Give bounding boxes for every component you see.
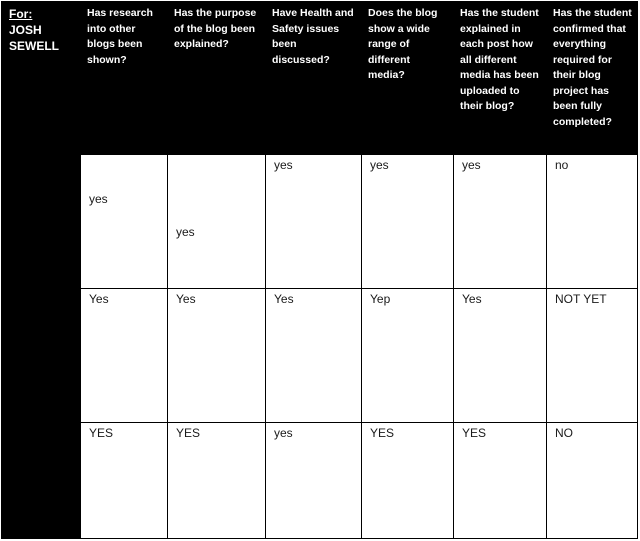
student-last-name: SEWELL: [9, 39, 59, 53]
cell-text: Yes: [176, 292, 196, 306]
cell-text: YES: [89, 426, 114, 440]
row-header-cell: [2, 289, 81, 423]
cell-text: yes: [89, 192, 108, 206]
table-cell: [454, 155, 547, 289]
table-cell: [168, 423, 266, 539]
cell-text: yes: [370, 158, 389, 172]
cell-text: yes: [462, 158, 481, 172]
cell-text: NO: [555, 426, 573, 440]
table-cell: [547, 289, 638, 423]
student-first-name: JOSH: [9, 23, 42, 37]
for-label: For:: [9, 7, 33, 21]
cell-text: yes: [176, 225, 195, 239]
cell-text: Yes: [274, 292, 294, 306]
table-cell: [81, 155, 168, 289]
cell-text: no: [555, 158, 569, 172]
table-cell: [454, 289, 547, 423]
cell-text: NOT YET: [555, 292, 607, 306]
header-health-safety: Have Health and Safety issues been discussed?: [266, 2, 362, 155]
table-cell: [266, 289, 362, 423]
table-cell: [168, 289, 266, 423]
header-media-uploaded: Has the student explained in each post how all different media has been uploaded to their blog?: [454, 2, 547, 155]
table-cell: [362, 423, 454, 539]
table-cell: [362, 155, 454, 289]
blog-checklist-table: [1, 1, 638, 539]
table-cell: [547, 155, 638, 289]
table-row: [2, 423, 638, 539]
cell-text: Yes: [89, 292, 109, 306]
table-cell: [81, 289, 168, 423]
row-header-cell: [2, 155, 81, 289]
table-cell: [266, 423, 362, 539]
table-row: [2, 155, 638, 289]
cell-text: YES: [462, 426, 487, 440]
cell-text: Yes: [462, 292, 482, 306]
header-range-of-media: Does the blog show a wide range of different media?: [362, 2, 454, 155]
header-project-completed: Has the student confirmed that everything required for their blog project has been fully completed?: [547, 2, 638, 155]
table-cell: [81, 423, 168, 539]
cell-text: YES: [370, 426, 395, 440]
row-header-cell: [2, 423, 81, 539]
header-purpose: Has the purpose of the blog been explained?: [168, 2, 266, 155]
table-cell: [454, 423, 547, 539]
header-row: [2, 2, 638, 155]
cell-text: yes: [274, 426, 293, 440]
table-row: [2, 289, 638, 423]
table-cell: [266, 155, 362, 289]
header-research: Has research into other blogs been shown?: [81, 2, 168, 155]
table-cell: [362, 289, 454, 423]
table-cell: [168, 155, 266, 289]
cell-text: Yep: [370, 292, 391, 306]
table-cell: [547, 423, 638, 539]
cell-text: yes: [274, 158, 293, 172]
student-name-cell: [2, 2, 81, 155]
cell-text: YES: [176, 426, 201, 440]
